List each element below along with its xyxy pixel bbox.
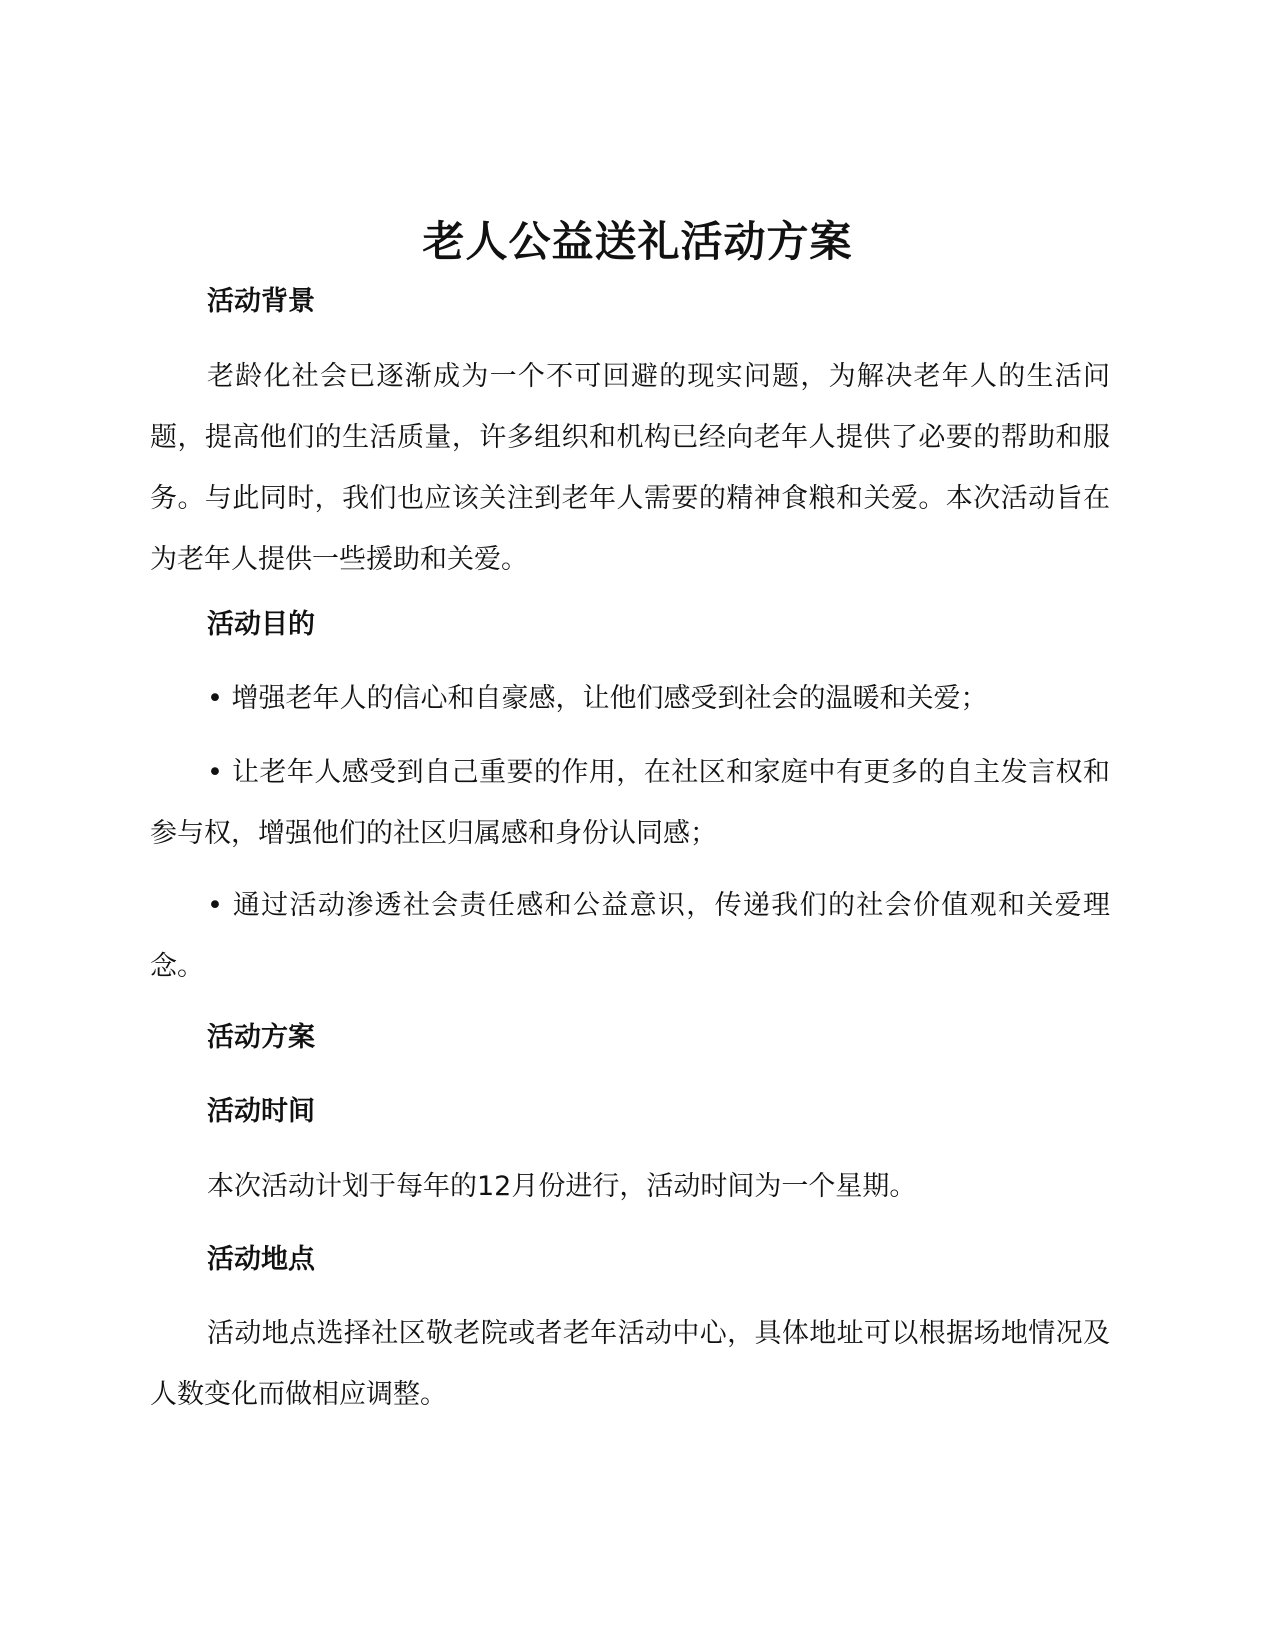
document-title: 老人公益送礼活动方案 [422,217,853,266]
section-heading-time: 活动时间 [207,1096,315,1127]
section-heading-purpose: 活动目的 [207,609,315,640]
location-paragraph: 活动地点选择社区敬老院或者老年活动中心，具体地址可以根据场地情况及人数变化而做相应调整。 [150,1318,1110,1410]
background-paragraph: 老龄化社会已逐渐成为一个不可回避的现实问题，为解决老年人的生活问题，提高他们的生活质量，许多组织和机构已经向老年人提供了必要的帮助和服务。与此同时，我们也应该关注到老年人需要的精神食粮和关爱。本次活动旨在为老年人提供一些援助和关爱。 [150,361,1110,575]
purpose-bullet-1: • 增强老年人的信心和自豪感，让他们感受到社会的温暖和关爱； [207,683,988,714]
purpose-bullet-2: • 让老年人感受到自己重要的作用，在社区和家庭中有更多的自主发言权和参与权，增强他们的社区归属感和身份认同感； [150,757,1110,849]
time-paragraph: 本次活动计划于每年的12月份进行，活动时间为一个星期。 [207,1171,917,1202]
section-heading-location: 活动地点 [207,1244,315,1275]
section-heading-background: 活动背景 [207,286,315,317]
purpose-bullet-3: • 通过活动渗透社会责任感和公益意识，传递我们的社会价值观和关爱理念。 [150,890,1110,982]
section-heading-plan: 活动方案 [207,1022,315,1053]
